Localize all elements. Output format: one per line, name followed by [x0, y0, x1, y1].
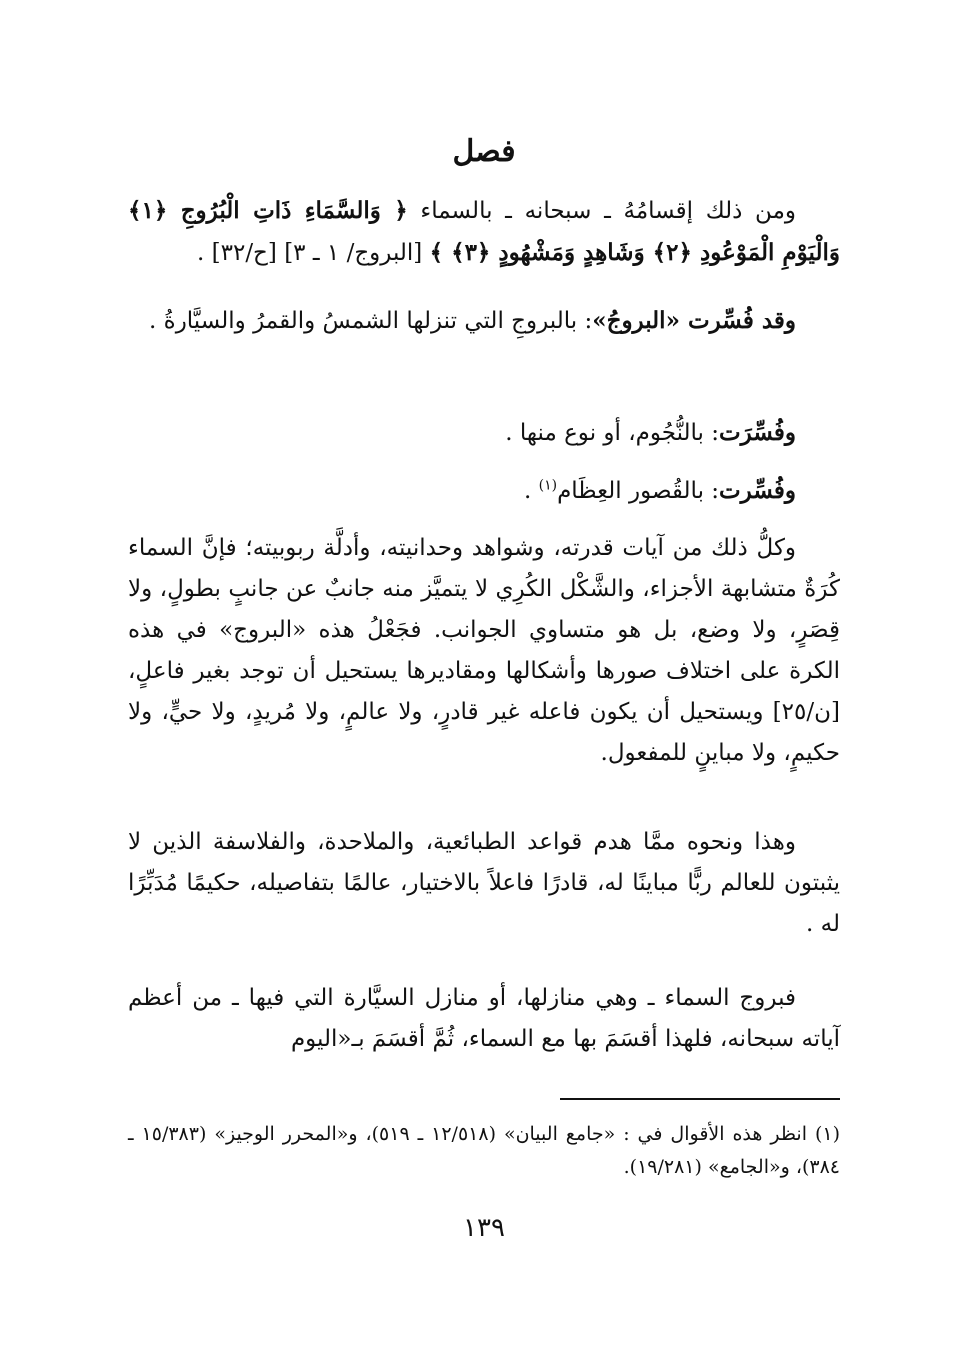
paragraph-lead-text: وفُسِّرَت	[719, 419, 796, 446]
paragraph-refutation	[128, 822, 840, 945]
paragraph-oath-verse	[128, 190, 840, 274]
paragraph-body-text: : بالبروجِ التي تنزلها الشمسُ والقمرُ والسيَّارةُ .	[149, 308, 593, 334]
paragraph-end-text: .	[523, 478, 539, 504]
paragraph-buruj-planets	[128, 300, 840, 342]
paragraph-lead-text: وقد فُسِّرت «البروجُ»	[592, 307, 796, 334]
paragraph-intro-text: ومن ذلك إقسامُهُ ـ سبحانه ـ بالسماء	[420, 198, 796, 224]
paragraph-buruj-stars	[128, 412, 840, 454]
paragraph-lead-text: وفُسِّرت	[719, 477, 796, 504]
section-heading: فصل	[452, 134, 516, 169]
paragraph-body-text: وهذا ونحوه ممَّا هدم قواعد الطبائعية، والملاحدة، والفلاسفة الذين لا يثبتون للعالم ربًّا مباينًا له، قادرًا فاعلاً بالاختيار، عالمًا بتفاصيله، حكيمًا مُدَبِّرًا له .	[128, 829, 840, 937]
paragraph-body-text: : بالنُّجُوم، أو نوع منها .	[505, 420, 720, 446]
verse-reference: [البروج/ ١ ـ ٣] [ح/٣٢] .	[196, 240, 423, 266]
footnote: (١) انظر هذه الأقوال في : «جامع البيان» (١٢/٥١٨ ـ ٥١٩)، و«المحرر الوجيز» (١٥/٣٨٣ ـ ٣٨٤)، و«الجامع» (١٩/٢٨١).	[128, 1123, 841, 1178]
footnote-marker: (١)	[538, 477, 558, 494]
footnote-separator	[560, 1098, 840, 1100]
paragraph-body-text: فبروج السماء ـ وهي منازلها، أو منازل السيَّارة التي فيها ـ من أعظم آياته سبحانه، فلهذا أقسَمَ بها مع السماء، ثُمَّ أقسَمَ بـ«اليوم	[128, 985, 840, 1052]
book-page	[128, 0, 840, 1360]
page-number: ١٣٩	[463, 1213, 505, 1243]
quran-verse: ﴿ وَالسَّمَاءِ ذَاتِ الْبُرُوجِ ﴿١﴾ وَالْيَوْمِ الْمَوْعُودِ ﴿٢﴾ وَشَاهِدٍ وَمَشْهُودٍ ﴿٣﴾ ﴾	[128, 197, 840, 266]
paragraph-body-text: : بالقُصور العِظَام	[557, 478, 720, 504]
paragraph-buruj-palaces	[128, 470, 840, 512]
paragraph-body-text: وكلُّ ذلك من آيات قدرته، وشواهد وحدانيته، وأدلَّة ربوبيته؛ فإنَّ السماء كُرَةٌ متشابهة الأجزاء، والشَّكْل الكُرِي لا يتميَّز منه جانبٌ عن جانبٍ بطولٍ، ولا قِصَرٍ، ولا وضع، بل هو متساوي الجوانب. فجَعْلُ هذه «البروج» في هذه الكرة على اختلاف صورها وأشكالها ومقاديرها يستحيل أن توجد بغير فاعلٍ، [ن/٢٥] ويستحيل أن يكون فاعله غير قادرٍ، ولا عالمٍ، ولا مُريدٍ، ولا حيٍّ، ولا حكيمٍ، ولا مباينٍ للمفعول.	[128, 535, 840, 766]
paragraph-signs-of-power	[128, 528, 840, 774]
paragraph-buruj-greatness	[128, 978, 840, 1060]
